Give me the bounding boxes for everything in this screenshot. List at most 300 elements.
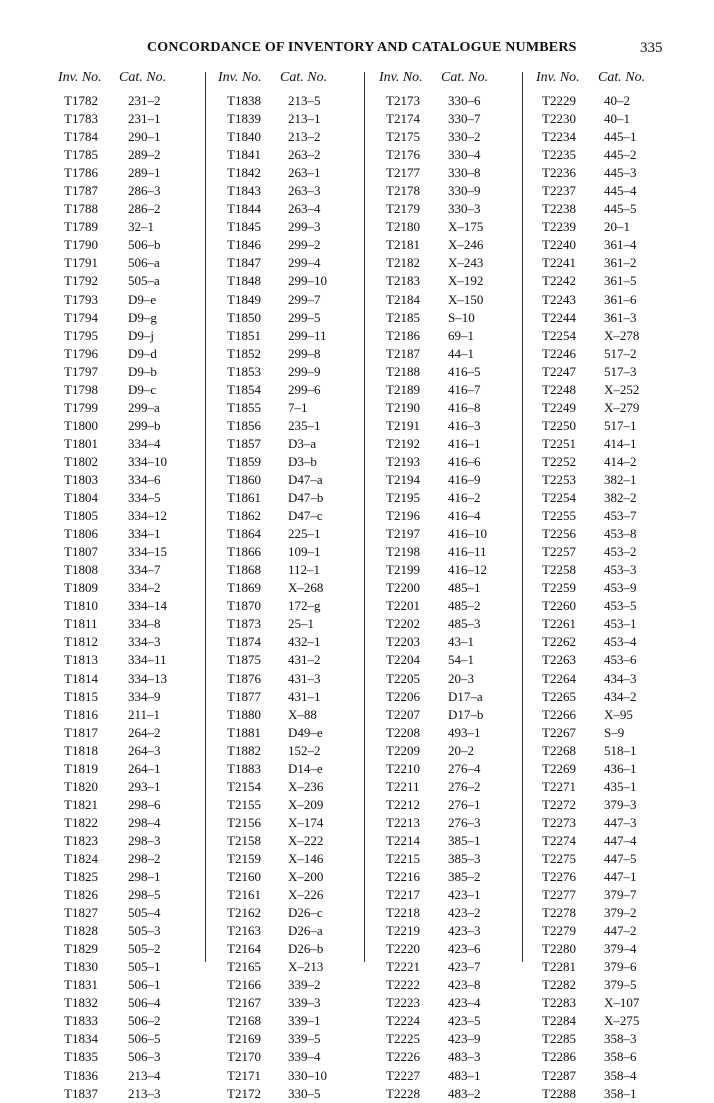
- cat-no-cell: 358–3: [604, 1031, 637, 1047]
- cat-no-cell: 231–1: [128, 111, 161, 127]
- inv-no-cell: T2284: [542, 1013, 576, 1029]
- inv-no-cell: T2218: [386, 905, 420, 921]
- table-row: [218, 958, 378, 976]
- cat-no-cell: X–222: [288, 832, 324, 848]
- inv-no-cell: T1799: [64, 399, 98, 415]
- inv-no-cell: T2257: [542, 544, 576, 560]
- inv-no-cell: T1791: [64, 255, 98, 271]
- cat-no-cell: 447–1: [604, 869, 637, 885]
- inv-no-cell: T1798: [64, 381, 98, 397]
- cat-no-cell: D9–g: [128, 309, 157, 325]
- table-row: [218, 1012, 378, 1030]
- table-row: [218, 543, 378, 561]
- cat-no-cell: 20–3: [448, 670, 474, 686]
- inv-no-cell: T2205: [386, 670, 420, 686]
- cat-no-cell: 25–1: [288, 616, 314, 632]
- cat-no-cell: 334–14: [128, 598, 167, 614]
- table-row: [379, 363, 539, 381]
- table-row: [218, 92, 378, 110]
- cat-no-cell: 299–5: [288, 309, 321, 325]
- table-row: [536, 543, 696, 561]
- table-row: [218, 651, 378, 669]
- inv-no-cell: T2266: [542, 706, 576, 722]
- inv-no-cell: T1874: [227, 634, 261, 650]
- table-row: [218, 994, 378, 1012]
- cat-no-cell: D47–c: [288, 508, 323, 524]
- cat-no-cell: 453–8: [604, 526, 637, 542]
- inv-no-cell: T1800: [64, 417, 98, 433]
- table-row: [218, 453, 378, 471]
- inv-no-cell: T2267: [542, 724, 576, 740]
- cat-no-cell: 416–10: [448, 526, 487, 542]
- cat-no-cell: X–278: [604, 327, 640, 343]
- inv-no-cell: T1810: [64, 598, 98, 614]
- cat-no-cell: 44–1: [448, 345, 474, 361]
- inv-no-cell: T2228: [386, 1085, 420, 1101]
- table-row: [218, 254, 378, 272]
- cat-no-cell: 416–1: [448, 435, 481, 451]
- cat-no-cell: 334–3: [128, 634, 161, 650]
- inv-no-cell: T1820: [64, 778, 98, 794]
- cat-no-cell: 385–2: [448, 869, 481, 885]
- inv-no-cell: T2265: [542, 688, 576, 704]
- inv-no-cell: T1808: [64, 562, 98, 578]
- concordance-block-3: [379, 70, 519, 1101]
- cat-no-cell: 334–11: [128, 652, 167, 668]
- cat-no-cell: 289–1: [128, 165, 161, 181]
- table-row: [218, 471, 378, 489]
- table-row: [379, 597, 539, 615]
- table-row: [58, 92, 218, 110]
- table-row: [379, 128, 539, 146]
- inv-no-cell: T2277: [542, 887, 576, 903]
- table-row: [379, 688, 539, 706]
- cat-no-cell: 423–2: [448, 905, 481, 921]
- inv-no-cell: T2263: [542, 652, 576, 668]
- cat-no-cell: 506–5: [128, 1031, 161, 1047]
- inv-no-cell: T1819: [64, 760, 98, 776]
- table-row: [536, 471, 696, 489]
- column-divider: [205, 72, 206, 962]
- cat-no-cell: 416–7: [448, 381, 481, 397]
- cat-no-cell: 339–3: [288, 995, 321, 1011]
- table-row: [58, 507, 218, 525]
- inv-no-cell: T1852: [227, 345, 261, 361]
- inv-no-cell: T2156: [227, 814, 261, 830]
- inv-no-cell: T1809: [64, 580, 98, 596]
- table-row: [536, 904, 696, 922]
- cat-no-cell: X–246: [448, 237, 484, 253]
- cat-no-cell: 517–1: [604, 417, 637, 433]
- table-row: [536, 164, 696, 182]
- inv-no-cell: T1806: [64, 526, 98, 542]
- inv-no-cell: T2269: [542, 760, 576, 776]
- cat-no-cell: 32–1: [128, 219, 154, 235]
- table-row: [58, 146, 218, 164]
- inv-no-cell: T2184: [386, 291, 420, 307]
- inv-no-cell: T2240: [542, 237, 576, 253]
- cat-no-cell: 293–1: [128, 778, 161, 794]
- inv-no-cell: T2220: [386, 941, 420, 957]
- table-row: [536, 200, 696, 218]
- table-row: [58, 579, 218, 597]
- table-row: [218, 435, 378, 453]
- cat-no-cell: 330–5: [288, 1085, 321, 1101]
- concordance-block-2: [218, 70, 358, 1101]
- inv-no-cell: T1793: [64, 291, 98, 307]
- inv-no-cell: T2178: [386, 183, 420, 199]
- cat-no-cell: 431–1: [288, 688, 321, 704]
- table-row: [58, 633, 218, 651]
- inv-no-cell: T2227: [386, 1067, 420, 1083]
- cat-no-cell: 385–3: [448, 850, 481, 866]
- cat-no-cell: 361–2: [604, 255, 637, 271]
- page-number: 335: [640, 40, 663, 56]
- cat-no-cell: 416–9: [448, 471, 481, 487]
- table-row: [58, 706, 218, 724]
- table-row: [58, 435, 218, 453]
- cat-no-cell: 423–7: [448, 959, 481, 975]
- inv-no-cell: T2154: [227, 778, 261, 794]
- cat-no-cell: 172–g: [288, 598, 321, 614]
- inv-no-cell: T2213: [386, 814, 420, 830]
- cat-no-cell: 334–9: [128, 688, 161, 704]
- table-row: [379, 814, 539, 832]
- table-row: [536, 832, 696, 850]
- cat-no-cell: 213–3: [128, 1085, 161, 1101]
- inv-no-cell: T1832: [64, 995, 98, 1011]
- table-row: [379, 417, 539, 435]
- inv-no-cell: T2171: [227, 1067, 261, 1083]
- cat-no-cell: 483–2: [448, 1085, 481, 1101]
- table-row: [379, 110, 539, 128]
- table-row: [218, 633, 378, 651]
- cat-no-cell: 43–1: [448, 634, 474, 650]
- cat-no-cell: 445–3: [604, 165, 637, 181]
- cat-no-cell: 299–2: [288, 237, 321, 253]
- inv-no-cell: T1818: [64, 742, 98, 758]
- inv-no-cell: T2272: [542, 796, 576, 812]
- table-row: [536, 796, 696, 814]
- table-row: [218, 561, 378, 579]
- table-row: [536, 688, 696, 706]
- inv-no-cell: T2164: [227, 941, 261, 957]
- table-row: [58, 904, 218, 922]
- table-row: [218, 200, 378, 218]
- inv-no-cell: T1783: [64, 111, 98, 127]
- cat-no-cell: D47–a: [288, 471, 323, 487]
- table-row: [58, 345, 218, 363]
- table-row: [379, 958, 539, 976]
- inv-no-cell: T2234: [542, 129, 576, 145]
- inv-no-cell: T2247: [542, 363, 576, 379]
- inv-no-cell: T2276: [542, 869, 576, 885]
- cat-no-cell: D14–e: [288, 760, 323, 776]
- cat-no-cell: 213–2: [288, 129, 321, 145]
- table-row: [218, 128, 378, 146]
- cat-no-cell: X–213: [288, 959, 324, 975]
- table-row: [58, 381, 218, 399]
- cat-no-cell: 453–1: [604, 616, 637, 632]
- inv-no-cell: T1813: [64, 652, 98, 668]
- cat-no-cell: 416–6: [448, 453, 481, 469]
- inv-no-cell: T2208: [386, 724, 420, 740]
- cat-no-cell: D3–b: [288, 453, 317, 469]
- cat-no-cell: 276–1: [448, 796, 481, 812]
- inv-no-cell: T2261: [542, 616, 576, 632]
- inv-no-cell: T1846: [227, 237, 261, 253]
- table-row: [218, 381, 378, 399]
- cat-no-cell: 453–4: [604, 634, 637, 650]
- table-row: [58, 471, 218, 489]
- cat-no-cell: 453–5: [604, 598, 637, 614]
- inv-no-cell: T2246: [542, 345, 576, 361]
- inv-no-cell: T1807: [64, 544, 98, 560]
- inv-no-cell: T2167: [227, 995, 261, 1011]
- table-row: [58, 327, 218, 345]
- table-row: [536, 597, 696, 615]
- table-row: [379, 200, 539, 218]
- table-row: [536, 146, 696, 164]
- inv-no-cell: T1836: [64, 1067, 98, 1083]
- inv-no-cell: T1864: [227, 526, 261, 542]
- cat-no-cell: D17–a: [448, 688, 483, 704]
- table-row: [218, 525, 378, 543]
- table-row: [379, 778, 539, 796]
- inv-no-cell: T2173: [386, 93, 420, 108]
- inv-no-cell: T1854: [227, 381, 261, 397]
- inv-no-cell: T2183: [386, 273, 420, 289]
- cat-no-cell: 299–11: [288, 327, 327, 343]
- cat-no-cell: 506–a: [128, 255, 160, 271]
- cat-no-cell: D9–b: [128, 363, 157, 379]
- cat-no-cell: 286–3: [128, 183, 161, 199]
- inv-no-cell: T2197: [386, 526, 420, 542]
- inv-no-cell: T1835: [64, 1049, 98, 1065]
- inv-no-cell: T1844: [227, 201, 261, 217]
- cat-no-cell: D9–j: [128, 327, 154, 343]
- inv-no-cell: T2254: [542, 327, 576, 343]
- table-row: [58, 958, 218, 976]
- inv-no-cell: T2222: [386, 977, 420, 993]
- column-headers: [218, 70, 358, 92]
- inv-no-cell: T1876: [227, 670, 261, 686]
- cat-no-cell: 506–4: [128, 995, 161, 1011]
- cat-no-cell: 414–2: [604, 453, 637, 469]
- inv-no-cell: T2224: [386, 1013, 420, 1029]
- inv-no-cell: T2236: [542, 165, 576, 181]
- table-row: [58, 994, 218, 1012]
- cat-no-cell: 7–1: [288, 399, 308, 415]
- cat-no-cell: 334–12: [128, 508, 167, 524]
- cat-no-cell: 334–10: [128, 453, 167, 469]
- inv-no-cell: T2189: [386, 381, 420, 397]
- table-row: [58, 363, 218, 381]
- cat-no-cell: 40–1: [604, 111, 630, 127]
- table-row: [218, 724, 378, 742]
- inv-no-cell: T2274: [542, 832, 576, 848]
- inv-no-cell: T1842: [227, 165, 261, 181]
- inv-no-cell: T2282: [542, 977, 576, 993]
- table-row: [58, 561, 218, 579]
- table-row: [536, 958, 696, 976]
- inv-no-cell: T2278: [542, 905, 576, 921]
- cat-no-cell: 330–9: [448, 183, 481, 199]
- cat-no-cell: 483–1: [448, 1067, 481, 1083]
- table-row: [536, 651, 696, 669]
- cat-no-cell: 453–2: [604, 544, 637, 560]
- table-row: [536, 1048, 696, 1066]
- table-row: [536, 363, 696, 381]
- inv-no-cell: T2202: [386, 616, 420, 632]
- cat-no-cell: 379–5: [604, 977, 637, 993]
- table-row: [58, 850, 218, 868]
- table-row: [58, 291, 218, 309]
- inv-no-cell: T1862: [227, 508, 261, 524]
- inv-no-cell: T1802: [64, 453, 98, 469]
- table-row: [536, 922, 696, 940]
- cat-no-cell: 379–6: [604, 959, 637, 975]
- inv-no-cell: T1828: [64, 923, 98, 939]
- table-row: [218, 309, 378, 327]
- cat-no-cell: 453–9: [604, 580, 637, 596]
- cat-no-cell: X–252: [604, 381, 640, 397]
- cat-no-cell: 361–3: [604, 309, 637, 325]
- cat-no-cell: 385–1: [448, 832, 481, 848]
- inv-no-cell: T1831: [64, 977, 98, 993]
- inv-no-cell: T1838: [227, 93, 261, 108]
- cat-no-cell: 517–3: [604, 363, 637, 379]
- inv-no-cell: T2264: [542, 670, 576, 686]
- inv-no-cell: T2198: [386, 544, 420, 560]
- table-row: [58, 1085, 218, 1103]
- table-row: [218, 327, 378, 345]
- cat-no-cell: 40–2: [604, 93, 630, 108]
- inv-no-cell: T1882: [227, 742, 261, 758]
- inv-no-cell: T2212: [386, 796, 420, 812]
- table-row: [536, 272, 696, 290]
- cat-no-cell: 339–4: [288, 1049, 321, 1065]
- table-row: [379, 796, 539, 814]
- cat-no-cell: 423–1: [448, 887, 481, 903]
- inv-no-cell: T2258: [542, 562, 576, 578]
- inv-no-cell: T1851: [227, 327, 261, 343]
- cat-no-cell: 213–5: [288, 93, 321, 108]
- cat-no-cell: 298–4: [128, 814, 161, 830]
- cat-no-cell: 423–6: [448, 941, 481, 957]
- table-row: [536, 110, 696, 128]
- table-row: [379, 976, 539, 994]
- inv-no-cell: T2172: [227, 1085, 261, 1101]
- cat-no-cell: X–107: [604, 995, 640, 1011]
- table-row: [58, 1030, 218, 1048]
- cat-no-cell: 431–2: [288, 652, 321, 668]
- table-row: [379, 724, 539, 742]
- inv-no-cell: T2162: [227, 905, 261, 921]
- table-row: [536, 976, 696, 994]
- inv-no-cell: T1790: [64, 237, 98, 253]
- cat-no-cell: 298–3: [128, 832, 161, 848]
- cat-no-cell: 235–1: [288, 417, 321, 433]
- inv-no-cell: T2188: [386, 363, 420, 379]
- table-row: [536, 381, 696, 399]
- cat-no-cell: D26–c: [288, 905, 323, 921]
- inv-no-cell: T2177: [386, 165, 420, 181]
- table-row: [536, 453, 696, 471]
- table-row: [58, 254, 218, 272]
- inv-no-cell: T2256: [542, 526, 576, 542]
- inv-no-cell: T2260: [542, 598, 576, 614]
- table-row: [58, 236, 218, 254]
- inv-no-cell: T2248: [542, 381, 576, 397]
- inv-no-cell: T2155: [227, 796, 261, 812]
- table-row: [218, 489, 378, 507]
- table-row: [379, 561, 539, 579]
- table-row: [379, 615, 539, 633]
- table-row: [379, 850, 539, 868]
- table-row: [379, 164, 539, 182]
- inv-no-cell: T2159: [227, 850, 261, 866]
- cat-no-cell: 506–2: [128, 1013, 161, 1029]
- cat-no-cell: 263–2: [288, 147, 321, 163]
- inv-no-cell: T2288: [542, 1085, 576, 1101]
- cat-no-cell: 379–7: [604, 887, 637, 903]
- table-row: [536, 128, 696, 146]
- inv-no-cell: T1823: [64, 832, 98, 848]
- table-row: [58, 1067, 218, 1085]
- concordance-block-4: [536, 70, 676, 1101]
- cat-no-cell: 211–1: [128, 706, 161, 722]
- table-row: [58, 543, 218, 561]
- inv-no-cell: T1816: [64, 706, 98, 722]
- inv-no-cell: T2243: [542, 291, 576, 307]
- inv-no-cell: T1855: [227, 399, 261, 415]
- table-row: [218, 1085, 378, 1103]
- inv-no-cell: T2217: [386, 887, 420, 903]
- cat-no-cell: 506–b: [128, 237, 161, 253]
- inv-no-cell: T1859: [227, 453, 261, 469]
- table-row: [218, 886, 378, 904]
- cat-no-cell: X–275: [604, 1013, 640, 1029]
- table-row: [58, 597, 218, 615]
- table-row: [379, 579, 539, 597]
- cat-no-cell: 213–1: [288, 111, 321, 127]
- inv-no-cell: T2181: [386, 237, 420, 253]
- table-row: [58, 525, 218, 543]
- table-row: [58, 309, 218, 327]
- table-row: [379, 1048, 539, 1066]
- inv-no-cell: T2241: [542, 255, 576, 271]
- table-row: [218, 832, 378, 850]
- cat-no-cell: 505–1: [128, 959, 161, 975]
- column-headers: [379, 70, 519, 92]
- column-headers: [536, 70, 676, 92]
- cat-no-cell: 435–1: [604, 778, 637, 794]
- cat-no-cell: X–243: [448, 255, 484, 271]
- cat-no-cell: 334–2: [128, 580, 161, 596]
- table-row: [379, 940, 539, 958]
- table-row: [218, 922, 378, 940]
- inv-no-cell: T2175: [386, 129, 420, 145]
- inv-no-cell: T2210: [386, 760, 420, 776]
- cat-no-cell: 453–7: [604, 508, 637, 524]
- inv-no-cell: T1850: [227, 309, 261, 325]
- inv-no-cell: T2192: [386, 435, 420, 451]
- table-row: [379, 760, 539, 778]
- cat-no-cell: 505–2: [128, 941, 161, 957]
- inv-no-cell: T2250: [542, 417, 576, 433]
- inv-no-cell: T2196: [386, 508, 420, 524]
